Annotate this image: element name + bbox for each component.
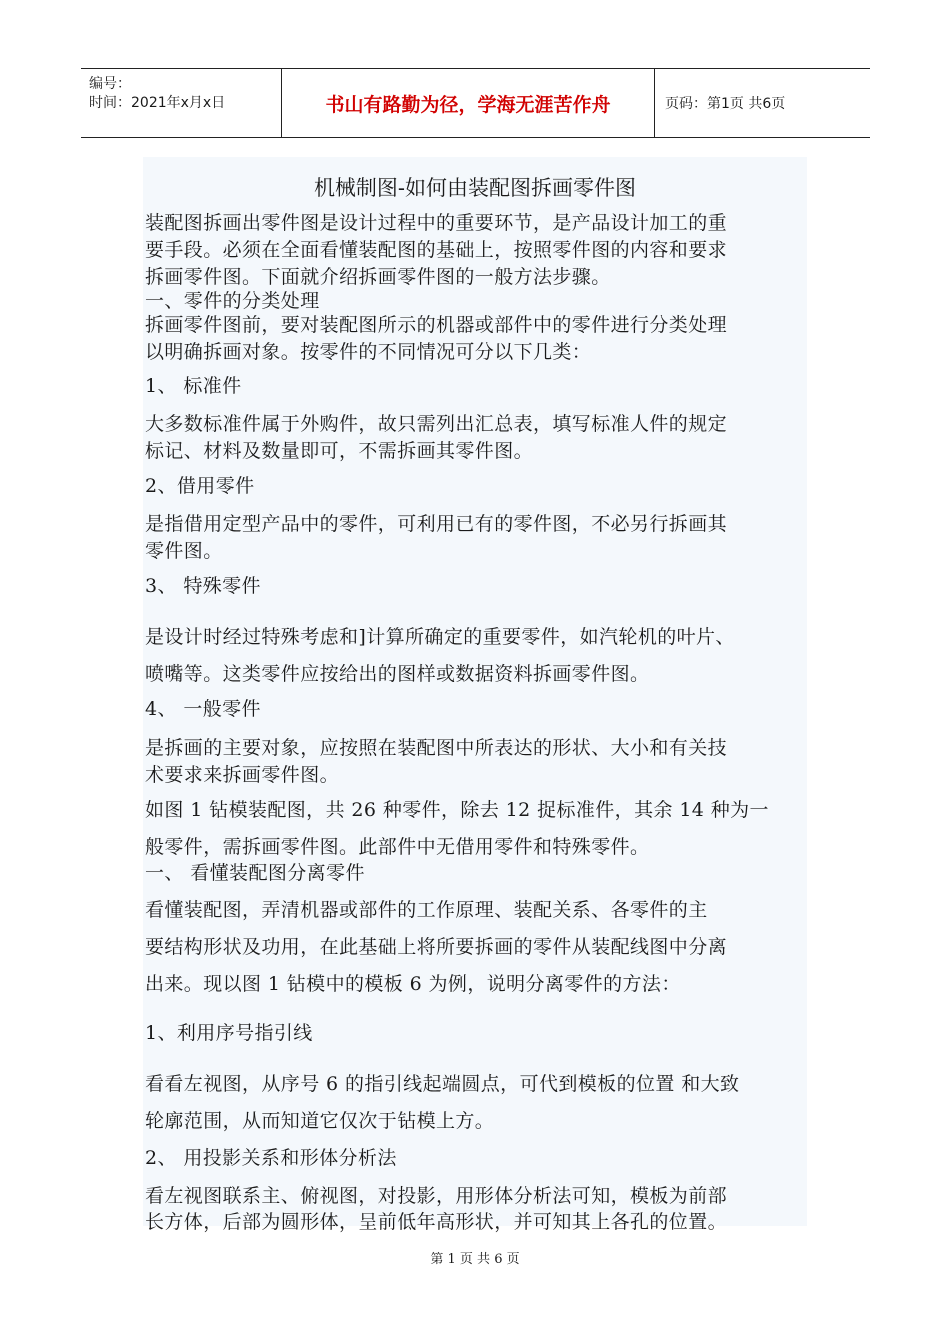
body-line: 般零件，需拆画零件图。此部件中无借用零件和特殊零件。 [145,836,650,858]
body-line: 要手段。必须在全面看懂装配图的基础上，按照零件图的内容和要求 [145,239,728,261]
subsection-heading: 1、利用序号指引线 [145,1022,313,1044]
body-line: 是指借用定型产品中的零件，可利用已有的零件图，不必另行拆画其 [145,513,728,535]
subsection-heading: 2、 用投影关系和形体分析法 [145,1147,397,1169]
number-label: 编号： [89,76,131,92]
body-line: 是设计时经过特殊考虑和]计算所确定的重要零件，如汽轮机的叶片、 [145,626,735,648]
body-line: 要结构形状及功用，在此基础上将所要拆画的零件从装配线图中分离 [145,936,728,958]
section-heading: 一、 看懂装配图分离零件 [145,862,365,884]
subsection-heading: 2、借用零件 [145,475,255,497]
subsection-heading: 1、 标准件 [145,375,242,397]
header-page-info: 页码：第1页 共6页 [665,96,786,112]
section-heading: 一、零件的分类处理 [145,290,320,312]
body-line: 装配图拆画出零件图是设计过程中的重要环节，是产品设计加工的重 [145,212,728,234]
document-title: 机械制图-如何由装配图拆画零件图 [313,176,637,200]
body-line: 零件图。 [145,540,223,562]
page-footer: 第 1 页 共 6 页 [430,1252,520,1267]
subsection-heading: 3、 特殊零件 [145,575,261,597]
subsection-heading: 4、 一般零件 [145,698,261,720]
body-line: 如图 1 钻模装配图，共 26 种零件，除去 12 捉标准件，其余 14 种为一 [145,799,769,821]
body-line: 拆画零件图前，要对装配图所示的机器或部件中的零件进行分类处理 [145,314,728,336]
body-line: 长方体，后部为圆形体，呈前低年高形状，并可知其上各孔的位置。 [145,1211,728,1233]
body-line: 看看左视图，从序号 6 的指引线起端圆点，可代到模板的位置 和大致 [145,1073,740,1095]
body-line: 标记、材料及数量即可，不需拆画其零件图。 [145,440,534,462]
header-meta-cell [81,69,281,137]
body-line: 出来。现以图 1 钻模中的模板 6 为例，说明分离零件的方法： [145,973,681,995]
body-line: 以明确拆画对象。按零件的不同情况可分以下几类： [145,341,592,363]
body-line: 大多数标准件属于外购件，故只需列出汇总表，填写标准人件的规定 [145,413,728,435]
header-table [81,68,870,138]
body-line: 术要求来拆画零件图。 [145,764,340,786]
body-line: 轮廓范围，从而知道它仅次于钻模上方。 [145,1110,495,1132]
body-line: 是拆画的主要对象，应按照在装配图中所表达的形状、大小和有关技 [145,737,728,759]
header-motto: 书山有路勤为径，学海无涯苦作舟 [325,93,611,116]
body-line: 看懂装配图，弄清机器或部件的工作原理、装配关系、各零件的主 [145,899,708,921]
body-line: 拆画零件图。下面就介绍拆画零件图的一般方法步骤。 [145,266,611,288]
time-label: 时间：2021年x月x日 [89,95,226,111]
body-line: 看左视图联系主、俯视图，对投影，用形体分析法可知，模板为前部 [145,1185,728,1207]
body-line: 喷嘴等。这类零件应按给出的图样或数据资料拆画零件图。 [145,663,650,685]
